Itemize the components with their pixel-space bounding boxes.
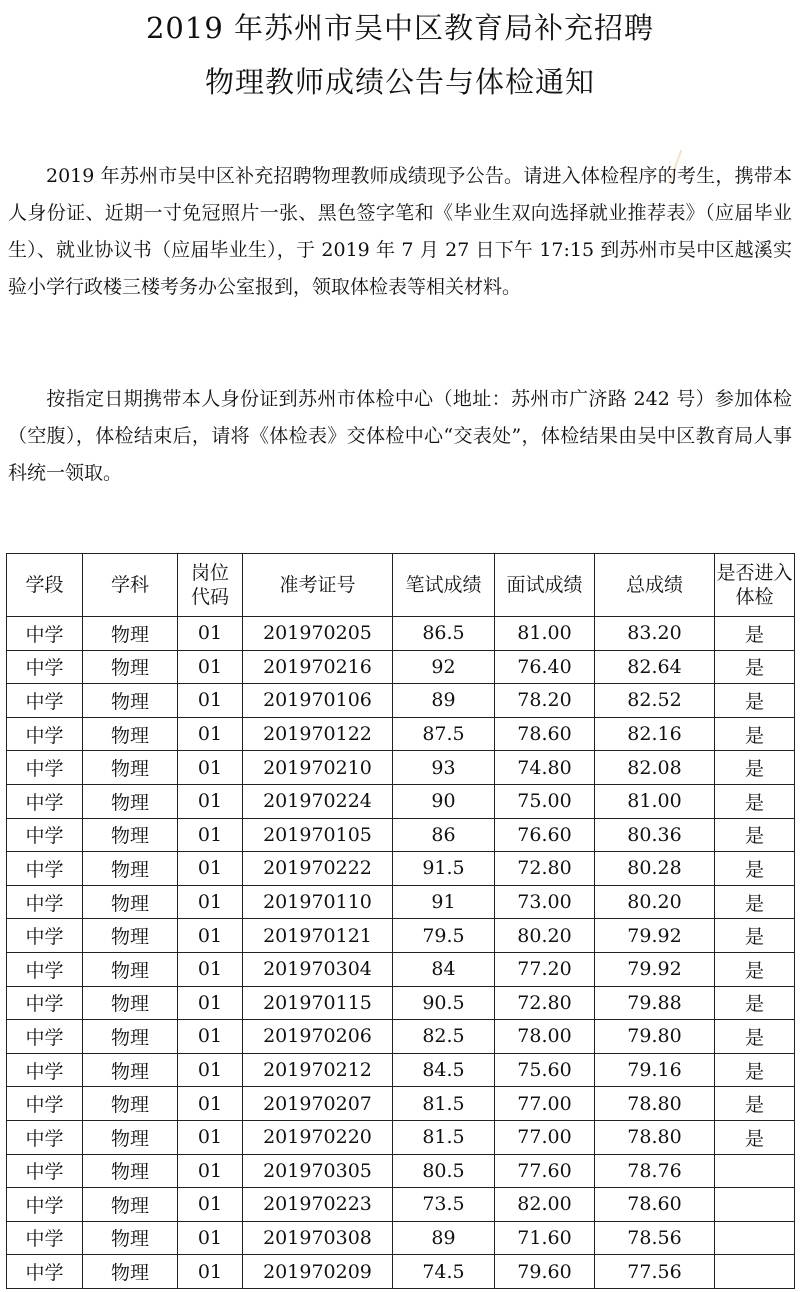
table-cell: 中学 bbox=[7, 885, 83, 919]
table-cell: 物理 bbox=[83, 952, 178, 986]
table-cell: 中学 bbox=[7, 1053, 83, 1087]
column-header: 学科 bbox=[83, 554, 178, 617]
table-cell: 91 bbox=[393, 885, 495, 919]
table-cell: 是 bbox=[715, 818, 795, 852]
table-cell: 79.88 bbox=[595, 986, 715, 1020]
table-cell: 中学 bbox=[7, 952, 83, 986]
table-cell: 01 bbox=[178, 818, 243, 852]
table-cell: 76.40 bbox=[495, 650, 595, 684]
table-cell: 01 bbox=[178, 1154, 243, 1188]
table-cell: 中学 bbox=[7, 717, 83, 751]
table-cell: 201970210 bbox=[243, 751, 393, 785]
table-cell: 78.80 bbox=[595, 1120, 715, 1154]
table-cell: 78.60 bbox=[595, 1188, 715, 1222]
table-cell: 是 bbox=[715, 852, 795, 886]
table-cell: 201970115 bbox=[243, 986, 393, 1020]
table-cell: 物理 bbox=[83, 751, 178, 785]
table-cell: 是 bbox=[715, 919, 795, 953]
column-header: 总成绩 bbox=[595, 554, 715, 617]
table-cell: 01 bbox=[178, 650, 243, 684]
table-row bbox=[7, 1020, 795, 1054]
table-cell: 201970308 bbox=[243, 1221, 393, 1255]
table-cell: 01 bbox=[178, 1120, 243, 1154]
paragraph-1-text: 2019 年苏州市吴中区补充招聘物理教师成绩现予公告。请进入体检程序的考生，携带本人身份证、近期一寸免冠照片一张、黑色签字笔和《毕业生双向选择就业推荐表》（应届毕业生）、就业协议书（应届毕业生），于 2019 年 7 月 27 日下午 17:15 到苏州市吴中区越溪实验小学行政楼三楼考务办公室报到，领取体检表等相关材料。 bbox=[8, 165, 792, 298]
table-cell: 91.5 bbox=[393, 852, 495, 886]
table-row bbox=[7, 1154, 795, 1188]
table-cell: 77.20 bbox=[495, 952, 595, 986]
table-cell: 物理 bbox=[83, 1087, 178, 1121]
table-cell: 是 bbox=[715, 952, 795, 986]
table-cell: 中学 bbox=[7, 650, 83, 684]
table-cell: 73.5 bbox=[393, 1188, 495, 1222]
table-header-row bbox=[7, 554, 795, 617]
paragraph-2-text: 按指定日期携带本人身份证到苏州市体检中心（地址：苏州市广济路 242 号）参加体检（空腹），体检结束后，请将《体检表》交体检中心“交表处”，体检结果由吴中区教育局人事科统一领取。 bbox=[8, 388, 792, 484]
table-cell: 物理 bbox=[83, 684, 178, 718]
table-row bbox=[7, 986, 795, 1020]
table-cell: 80.36 bbox=[595, 818, 715, 852]
table-cell: 77.00 bbox=[495, 1087, 595, 1121]
table-cell: 是 bbox=[715, 684, 795, 718]
notice-title-line2: 物理教师成绩公告与体检通知 bbox=[204, 65, 595, 99]
table-cell: 84 bbox=[393, 952, 495, 986]
table-cell: 82.64 bbox=[595, 650, 715, 684]
table-cell: 78.00 bbox=[495, 1020, 595, 1054]
table-cell: 中学 bbox=[7, 1120, 83, 1154]
table-cell: 是 bbox=[715, 1053, 795, 1087]
table-cell: 01 bbox=[178, 852, 243, 886]
table-cell bbox=[715, 1154, 795, 1188]
table-row bbox=[7, 1120, 795, 1154]
table-row bbox=[7, 684, 795, 718]
table-cell: 物理 bbox=[83, 1053, 178, 1087]
table-cell: 物理 bbox=[83, 919, 178, 953]
table-cell: 01 bbox=[178, 717, 243, 751]
table-cell bbox=[715, 1188, 795, 1222]
table-cell: 84.5 bbox=[393, 1053, 495, 1087]
table-row bbox=[7, 751, 795, 785]
table-cell: 01 bbox=[178, 1221, 243, 1255]
table-cell: 201970207 bbox=[243, 1087, 393, 1121]
table-cell: 01 bbox=[178, 1020, 243, 1054]
table-row bbox=[7, 650, 795, 684]
table-cell: 78.60 bbox=[495, 717, 595, 751]
table-cell: 82.52 bbox=[595, 684, 715, 718]
table-cell: 中学 bbox=[7, 1154, 83, 1188]
table-cell: 物理 bbox=[83, 717, 178, 751]
table-cell: 01 bbox=[178, 617, 243, 651]
table-cell: 82.5 bbox=[393, 1020, 495, 1054]
table-cell: 是 bbox=[715, 1087, 795, 1121]
table-cell: 中学 bbox=[7, 818, 83, 852]
table-cell: 86 bbox=[393, 818, 495, 852]
table-row bbox=[7, 952, 795, 986]
notice-title-line1: 2019 年苏州市吴中区教育局补充招聘 bbox=[145, 11, 655, 45]
table-cell: 80.20 bbox=[595, 885, 715, 919]
table-cell: 201970212 bbox=[243, 1053, 393, 1087]
notice-paragraph-1 bbox=[8, 158, 792, 306]
table-cell: 83.20 bbox=[595, 617, 715, 651]
table-cell: 74.5 bbox=[393, 1255, 495, 1289]
table-cell: 201970224 bbox=[243, 784, 393, 818]
table-cell: 76.60 bbox=[495, 818, 595, 852]
table-row bbox=[7, 1087, 795, 1121]
table-cell: 物理 bbox=[83, 1020, 178, 1054]
table-cell: 77.00 bbox=[495, 1120, 595, 1154]
table-cell: 01 bbox=[178, 1053, 243, 1087]
table-row bbox=[7, 919, 795, 953]
column-header: 是否进入 体检 bbox=[715, 554, 795, 617]
table-cell: 中学 bbox=[7, 1188, 83, 1222]
table-row bbox=[7, 1221, 795, 1255]
score-table bbox=[6, 553, 795, 1289]
table-cell: 01 bbox=[178, 1188, 243, 1222]
table-cell: 中学 bbox=[7, 1020, 83, 1054]
table-cell: 201970110 bbox=[243, 885, 393, 919]
table-cell: 201970209 bbox=[243, 1255, 393, 1289]
table-cell: 80.20 bbox=[495, 919, 595, 953]
column-header: 岗位 代码 bbox=[178, 554, 243, 617]
table-cell: 79.5 bbox=[393, 919, 495, 953]
column-header: 笔试成绩 bbox=[393, 554, 495, 617]
table-cell: 90 bbox=[393, 784, 495, 818]
table-cell: 79.16 bbox=[595, 1053, 715, 1087]
table-cell: 物理 bbox=[83, 1221, 178, 1255]
table-row bbox=[7, 1053, 795, 1087]
table-cell: 77.56 bbox=[595, 1255, 715, 1289]
table-cell: 物理 bbox=[83, 617, 178, 651]
table-cell bbox=[715, 1221, 795, 1255]
table-cell: 201970106 bbox=[243, 684, 393, 718]
table-row bbox=[7, 818, 795, 852]
table-cell: 物理 bbox=[83, 852, 178, 886]
table-cell: 201970105 bbox=[243, 818, 393, 852]
table-cell: 78.80 bbox=[595, 1087, 715, 1121]
table-row bbox=[7, 885, 795, 919]
table-cell: 中学 bbox=[7, 852, 83, 886]
table-row bbox=[7, 717, 795, 751]
table-cell: 201970205 bbox=[243, 617, 393, 651]
table-cell: 81.00 bbox=[495, 617, 595, 651]
table-cell: 79.92 bbox=[595, 952, 715, 986]
table-cell: 201970121 bbox=[243, 919, 393, 953]
table-cell: 物理 bbox=[83, 818, 178, 852]
table-cell: 01 bbox=[178, 952, 243, 986]
table-cell: 201970206 bbox=[243, 1020, 393, 1054]
table-cell: 中学 bbox=[7, 986, 83, 1020]
table-cell: 01 bbox=[178, 751, 243, 785]
table-body bbox=[7, 617, 795, 1289]
table-cell: 中学 bbox=[7, 617, 83, 651]
table-cell: 78.20 bbox=[495, 684, 595, 718]
table-cell: 是 bbox=[715, 717, 795, 751]
table-cell: 是 bbox=[715, 1020, 795, 1054]
table-cell: 01 bbox=[178, 784, 243, 818]
table-cell: 201970222 bbox=[243, 852, 393, 886]
table-cell: 93 bbox=[393, 751, 495, 785]
notice-paragraph-2 bbox=[8, 381, 792, 492]
table-row bbox=[7, 1188, 795, 1222]
table-cell: 78.76 bbox=[595, 1154, 715, 1188]
table-cell: 中学 bbox=[7, 919, 83, 953]
table-cell: 201970223 bbox=[243, 1188, 393, 1222]
table-cell: 89 bbox=[393, 684, 495, 718]
table-cell: 中学 bbox=[7, 1087, 83, 1121]
table-cell: 89 bbox=[393, 1221, 495, 1255]
table-cell: 是 bbox=[715, 1120, 795, 1154]
table-cell: 201970220 bbox=[243, 1120, 393, 1154]
table-cell: 90.5 bbox=[393, 986, 495, 1020]
table-cell: 物理 bbox=[83, 1255, 178, 1289]
table-cell: 物理 bbox=[83, 650, 178, 684]
table-row bbox=[7, 617, 795, 651]
table-cell: 72.80 bbox=[495, 986, 595, 1020]
table-cell: 中学 bbox=[7, 751, 83, 785]
table-cell: 75.00 bbox=[495, 784, 595, 818]
table-cell: 86.5 bbox=[393, 617, 495, 651]
table-cell: 01 bbox=[178, 986, 243, 1020]
table-cell: 78.56 bbox=[595, 1221, 715, 1255]
table-cell: 物理 bbox=[83, 784, 178, 818]
table-cell: 74.80 bbox=[495, 751, 595, 785]
table-cell: 物理 bbox=[83, 885, 178, 919]
table-cell: 72.80 bbox=[495, 852, 595, 886]
table-cell: 01 bbox=[178, 1255, 243, 1289]
table-cell: 物理 bbox=[83, 1154, 178, 1188]
table-cell: 75.60 bbox=[495, 1053, 595, 1087]
table-cell: 中学 bbox=[7, 1255, 83, 1289]
table-cell: 是 bbox=[715, 751, 795, 785]
table-cell: 中学 bbox=[7, 684, 83, 718]
table-cell: 201970216 bbox=[243, 650, 393, 684]
table-cell: 是 bbox=[715, 885, 795, 919]
table-cell: 82.00 bbox=[495, 1188, 595, 1222]
table-cell: 01 bbox=[178, 919, 243, 953]
table-cell: 是 bbox=[715, 650, 795, 684]
column-header: 准考证号 bbox=[243, 554, 393, 617]
table-cell: 01 bbox=[178, 1087, 243, 1121]
table-cell: 82.16 bbox=[595, 717, 715, 751]
table-cell: 是 bbox=[715, 617, 795, 651]
table-cell: 79.80 bbox=[595, 1020, 715, 1054]
table-cell: 01 bbox=[178, 885, 243, 919]
table-cell: 80.5 bbox=[393, 1154, 495, 1188]
table-cell: 87.5 bbox=[393, 717, 495, 751]
table-cell: 81.5 bbox=[393, 1120, 495, 1154]
table-cell: 中学 bbox=[7, 784, 83, 818]
table-cell: 01 bbox=[178, 684, 243, 718]
table-cell bbox=[715, 1255, 795, 1289]
table-cell: 77.60 bbox=[495, 1154, 595, 1188]
column-header: 学段 bbox=[7, 554, 83, 617]
column-header: 面试成绩 bbox=[495, 554, 595, 617]
table-cell: 201970305 bbox=[243, 1154, 393, 1188]
table-cell: 92 bbox=[393, 650, 495, 684]
table-cell: 79.92 bbox=[595, 919, 715, 953]
table-cell: 物理 bbox=[83, 986, 178, 1020]
table-cell: 201970122 bbox=[243, 717, 393, 751]
table-cell: 物理 bbox=[83, 1188, 178, 1222]
table-cell: 80.28 bbox=[595, 852, 715, 886]
table-row bbox=[7, 784, 795, 818]
table-cell: 73.00 bbox=[495, 885, 595, 919]
table-cell: 是 bbox=[715, 986, 795, 1020]
table-row bbox=[7, 1255, 795, 1289]
table-cell: 中学 bbox=[7, 1221, 83, 1255]
table-cell: 201970304 bbox=[243, 952, 393, 986]
table-cell: 81.5 bbox=[393, 1087, 495, 1121]
table-cell: 是 bbox=[715, 784, 795, 818]
table-cell: 82.08 bbox=[595, 751, 715, 785]
table-cell: 物理 bbox=[83, 1120, 178, 1154]
table-cell: 79.60 bbox=[495, 1255, 595, 1289]
table-row bbox=[7, 852, 795, 886]
table-cell: 71.60 bbox=[495, 1221, 595, 1255]
table-cell: 81.00 bbox=[595, 784, 715, 818]
